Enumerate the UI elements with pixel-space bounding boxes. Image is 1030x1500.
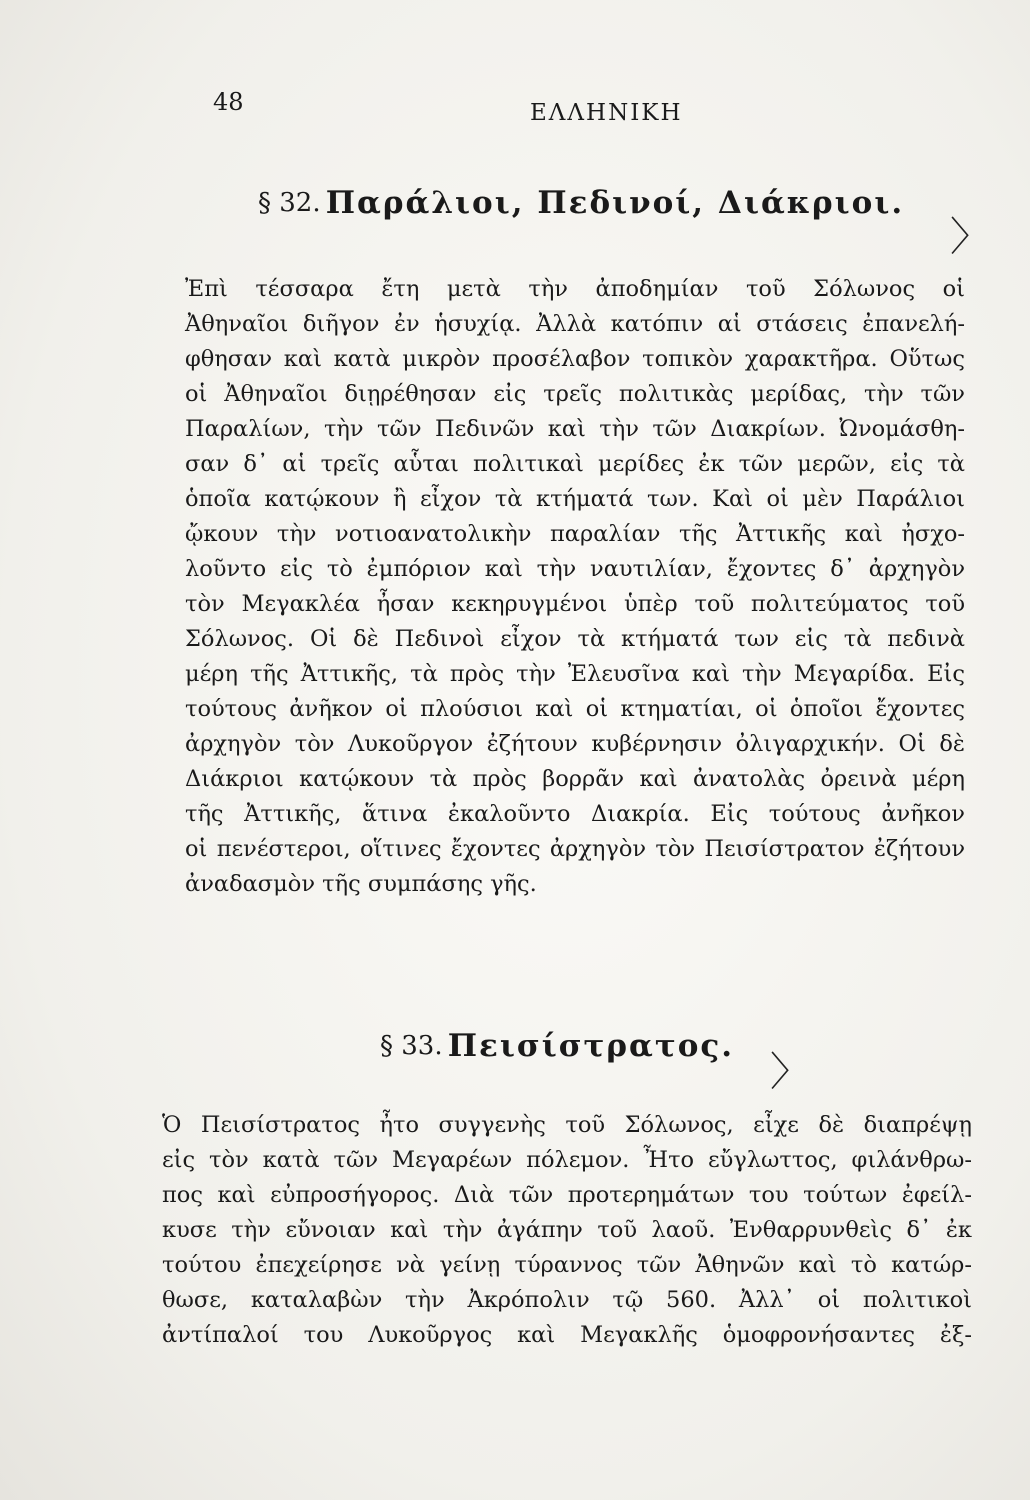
text-line: φθησαν καὶ κατὰ μικρὸν προσέλαβον τοπικὸν χαρακτῆρα. Οὕτως: [185, 346, 965, 372]
text-line: σαν δ᾽ αἱ τρεῖς αὗται πολιτικαὶ μερίδες ἐκ τῶν μερῶν, εἰς τὰ: [185, 451, 965, 477]
text-line: πος καὶ εὐπροσήγορος. Διὰ τῶν προτερημάτων του τούτων ἐφείλ-: [162, 1182, 972, 1208]
text-line: οἱ Ἀθηναῖοι διῃρέθησαν εἰς τρεῖς πολιτικὰς μερίδας, τὴν τῶν: [185, 381, 965, 407]
text-line: Σόλωνος. Οἱ δὲ Πεδινοὶ εἶχον τὰ κτήματά των εἰς τὰ πεδινὰ: [185, 626, 965, 652]
text-line: ἀρχηγὸν τὸν Λυκοῦργον ἐζήτουν κυβέρνησιν ὀλιγαρχικήν. Οἱ δὲ: [185, 731, 965, 757]
text-line: Ἀθηναῖοι διῆγον ἐν ἡσυχίᾳ. Ἀλλὰ κατόπιν αἱ στάσεις ἐπανελή-: [185, 311, 965, 337]
text-line: ὁποῖα κατῴκουν ἢ εἶχον τὰ κτήματά των. Καὶ οἱ μὲν Παράλιοι: [185, 486, 965, 512]
text-line: Διάκριοι κατῴκουν τὰ πρὸς βορρᾶν καὶ ἀνατολὰς ὀρεινὰ μέρη: [185, 766, 965, 792]
text-line: Παραλίων, τὴν τῶν Πεδινῶν καὶ τὴν τῶν Διακρίων. Ὠνομάσθη-: [185, 416, 965, 442]
section-32-title: Παράλιοι, Πεδινοί, Διάκριοι.: [325, 185, 905, 221]
section-33-paragraph: [162, 1108, 972, 1353]
text-line: θωσε, καταλαβὼν τὴν Ἀκρόπολιν τῷ 560. Ἀλλ᾽ οἱ πολιτικοὶ: [162, 1287, 972, 1313]
section-33-title: Πεισίστρατος.: [447, 1028, 735, 1064]
running-head: ΕΛΛΗΝΙΚΗ: [530, 100, 683, 126]
text-line: τὸν Μεγακλέα ἦσαν κεκηρυγμένοι ὑπὲρ τοῦ πολιτεύματος τοῦ: [185, 591, 965, 617]
section-32-paragraph: [185, 272, 965, 902]
pencil-bracket-mark: 〉: [770, 1049, 810, 1095]
text-line: Ὁ Πεισίστρατος ἦτο συγγενὴς τοῦ Σόλωνος, εἶχε δὲ διαπρέψῃ: [162, 1112, 972, 1138]
pencil-bracket-mark: 〉: [950, 214, 990, 260]
text-line: τῆς Ἀττικῆς, ἅτινα ἐκαλοῦντο Διακρία. Εἰς τούτους ἀνῆκον: [185, 801, 965, 827]
text-line: οἱ πενέστεροι, οἵτινες ἔχοντες ἀρχηγὸν τὸν Πεισίστρατον ἐζήτουν: [185, 836, 965, 862]
section-33-heading: [380, 1028, 734, 1064]
text-line: Ἐπὶ τέσσαρα ἔτη μετὰ τὴν ἀποδημίαν τοῦ Σόλωνος οἱ: [185, 276, 965, 302]
text-line: ἀναδασμὸν τῆς συμπάσης γῆς.: [185, 871, 537, 897]
text-line: λοῦντο εἰς τὸ ἐμπόριον καὶ τὴν ναυτιλίαν, ἔχοντες δ᾽ ἀρχηγὸν: [185, 556, 965, 582]
section-32-number: § 32.: [258, 188, 321, 218]
section-32-heading: [258, 185, 904, 221]
text-line: κυσε τὴν εὔνοιαν καὶ τὴν ἀγάπην τοῦ λαοῦ. Ἐνθαρρυνθεὶς δ᾽ ἐκ: [162, 1217, 972, 1243]
text-line: εἰς τὸν κατὰ τῶν Μεγαρέων πόλεμον. Ἦτο εὔγλωττος, φιλάνθρω-: [162, 1147, 972, 1173]
text-line: τούτους ἀνῆκον οἱ πλούσιοι καὶ οἱ κτηματίαι, οἱ ὁποῖοι ἔχοντες: [185, 696, 965, 722]
page-number: 48: [213, 88, 244, 116]
text-line: μέρη τῆς Ἀττικῆς, τὰ πρὸς τὴν Ἐλευσῖνα καὶ τὴν Μεγαρίδα. Εἰς: [185, 661, 965, 687]
section-33-number: § 33.: [380, 1031, 443, 1061]
text-line: τούτου ἐπεχείρησε νὰ γείνῃ τύραννος τῶν Ἀθηνῶν καὶ τὸ κατώρ-: [162, 1252, 972, 1278]
text-line: ᾤκουν τὴν νοτιοανατολικὴν παραλίαν τῆς Ἀττικῆς καὶ ἠσχο-: [185, 521, 965, 547]
text-line: ἀντίπαλοί του Λυκοῦργος καὶ Μεγακλῆς ὁμοφρονήσαντες ἐξ-: [162, 1322, 972, 1348]
